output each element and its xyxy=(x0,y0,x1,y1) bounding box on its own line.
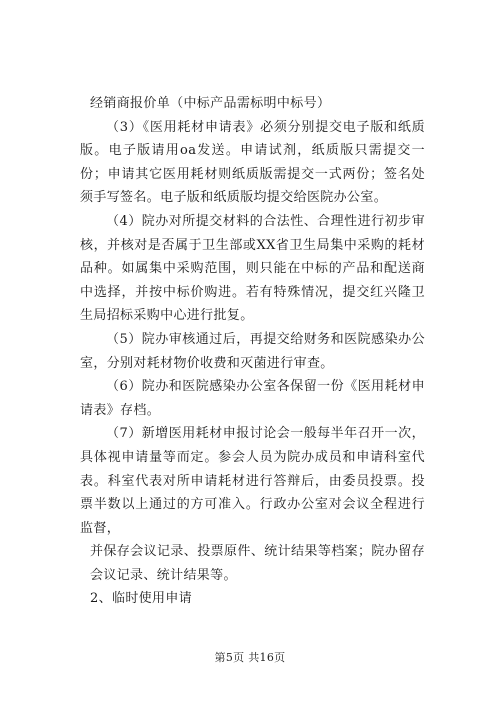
page-footer: 第5页 共16页 xyxy=(214,651,286,664)
paragraph-item-6: （6）院办和医院感染办公室各保留一份《医用耗材申请表》存档。 xyxy=(80,379,425,418)
document-body xyxy=(80,92,425,611)
section-heading: 2、临时使用申请 xyxy=(90,591,193,607)
paragraph-item-7: （7）新增医用耗材申报讨论会一般每半年召开一次，具体视申请量等而定。参会人员为院办成员和申请科室代表。科室代表对所申请耗材进行答辩后，由委员投票。投票半数以上通过的方可准入。行政办公室对会议全程进行监督， xyxy=(80,426,425,536)
paragraph-item-5: （5）院办审核通过后，再提交给财务和医院感染办公室，分别对耗材物价收费和灭菌进行审查。 xyxy=(80,331,425,371)
paragraph-item-3: （3）《医用耗材申请表》必须分别提交电子版和纸质版。电子版请用oa发送。申请试剂，纸质版只需提交一份；申请其它医用耗材则纸质版需提交一式两份；签名处须手写签名。电子版和纸质版均提交给医院办公室。 xyxy=(80,119,425,206)
paragraph-item-4: （4）院办对所提交材料的合法性、合理性进行初步审核，并核对是否属于卫生部或XX省卫生局集中采购的耗材品种。如属集中采购范围，则只能在中标的产品和配送商中选择，并按中标价购进。若有特殊情况，提交红兴隆卫生局招标采购中心进行批复。 xyxy=(80,213,425,324)
paragraph-continuation: 并保存会议记录、投票原件、统计结果等档案；院办留存会议记录、统计结果等。 xyxy=(90,544,425,583)
paragraph-intro: 经销商报价单（中标产品需标明中标号） xyxy=(90,96,331,111)
